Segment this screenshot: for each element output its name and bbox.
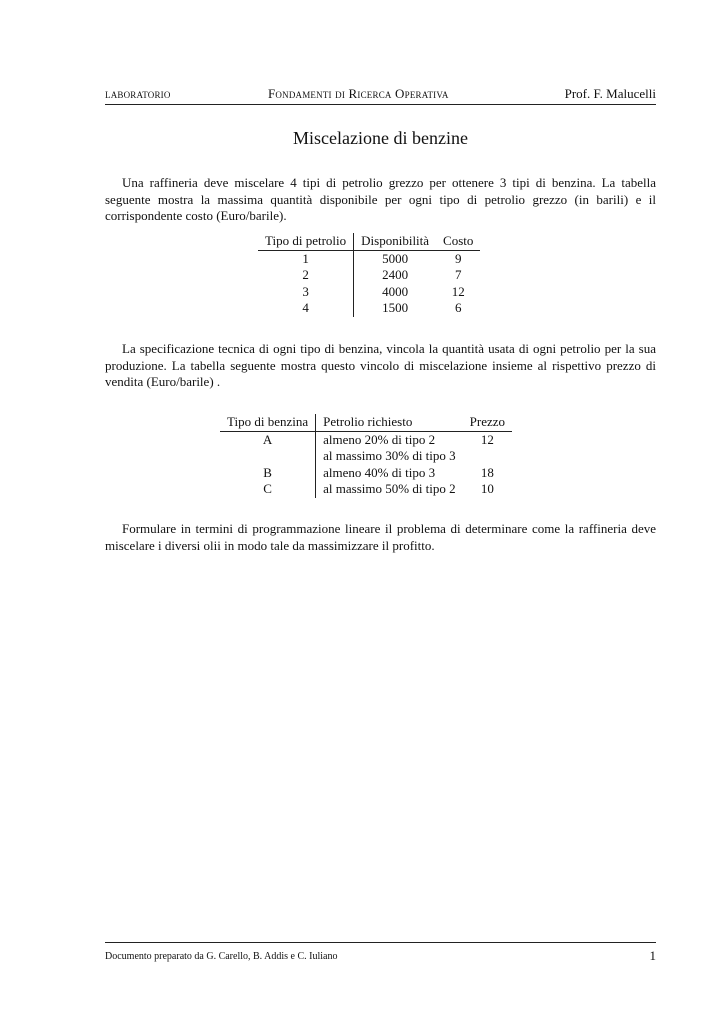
oil-table-header: Costo xyxy=(436,233,480,250)
gasoline-table xyxy=(220,414,512,498)
gasoline-table-header-row xyxy=(220,414,512,431)
table-row xyxy=(258,250,480,267)
table-cell xyxy=(463,448,512,465)
gasoline-table-header: Prezzo xyxy=(463,414,512,431)
oil-table-header: Tipo di petrolio xyxy=(258,233,354,250)
gasoline-table-header: Petrolio richiesto xyxy=(316,414,463,431)
table-cell: 4000 xyxy=(382,283,409,299)
table-cell: 6 xyxy=(454,300,462,315)
table-cell: 1500 xyxy=(382,300,409,315)
oil-table xyxy=(258,233,480,317)
table-cell: 7 xyxy=(454,267,462,282)
header-center: Fondamenti di Ricerca Operativa xyxy=(268,86,449,101)
table-row xyxy=(220,448,512,465)
table-cell: 3 xyxy=(258,284,354,301)
table-cell: A xyxy=(220,431,316,448)
table-cell: 2400 xyxy=(382,267,409,282)
table-row xyxy=(220,465,512,482)
table-cell: B xyxy=(220,465,316,482)
footer-credits: Documento preparato da G. Carello, B. Addis e C. Iuliano xyxy=(105,951,338,962)
page-header xyxy=(105,86,656,104)
table-cell: 1 xyxy=(258,250,354,267)
header-right: Prof. F. Malucelli xyxy=(564,86,656,101)
table-cell: 2 xyxy=(258,267,354,284)
paragraph-intro: Una raffineria deve miscelare 4 tipi di petrolio grezzo per ottenere 3 tipi di benzina. La tabella seguente mostra la massima quantità disponibile per ogni tipo di petrolio grezzo (in barili) e il corrispondente costo (Euro/barile). xyxy=(105,175,656,223)
table-row xyxy=(220,481,512,498)
table-cell xyxy=(220,448,316,465)
header-rule xyxy=(105,104,656,105)
table-cell: almeno 20% di tipo 2 xyxy=(323,431,436,447)
table-cell: 4 xyxy=(258,300,354,317)
table-cell: al massimo 50% di tipo 2 xyxy=(323,481,456,496)
table-cell: C xyxy=(220,481,316,498)
table-row xyxy=(258,267,480,284)
page-number: 1 xyxy=(649,948,656,963)
page-title: Miscelazione di benzine xyxy=(293,128,468,148)
table-cell: almeno 40% di tipo 3 xyxy=(323,464,436,480)
header-left: laboratorio xyxy=(105,86,171,101)
footer-rule xyxy=(105,942,656,943)
table-cell: 10 xyxy=(480,481,494,496)
table-row xyxy=(258,284,480,301)
table-cell: 9 xyxy=(454,250,462,266)
table-cell: 5000 xyxy=(382,250,409,266)
table-cell: 12 xyxy=(480,431,494,447)
table-cell: al massimo 30% di tipo 3 xyxy=(323,448,456,463)
table-row xyxy=(258,300,480,317)
table-cell: 18 xyxy=(480,464,494,480)
gasoline-table-header: Tipo di benzina xyxy=(220,414,316,431)
oil-table-header-row xyxy=(258,233,480,250)
table-cell: 12 xyxy=(451,283,465,299)
paragraph-task: Formulare in termini di programmazione lineare il problema di determinare come la raffineria deve miscelare i diversi olii in modo tale da massimizzare il profitto. xyxy=(105,521,656,553)
oil-table-header: Disponibilità xyxy=(354,233,436,250)
table-row xyxy=(220,431,512,448)
paragraph-specification: La specificazione tecnica di ogni tipo di benzina, vincola la quantità usata di ogni petrolio per la sua produzione. La tabella seguente mostra questo vincolo di miscelazione insieme al rispettivo prezzo di vendita (Euro/barile) . xyxy=(105,341,656,389)
